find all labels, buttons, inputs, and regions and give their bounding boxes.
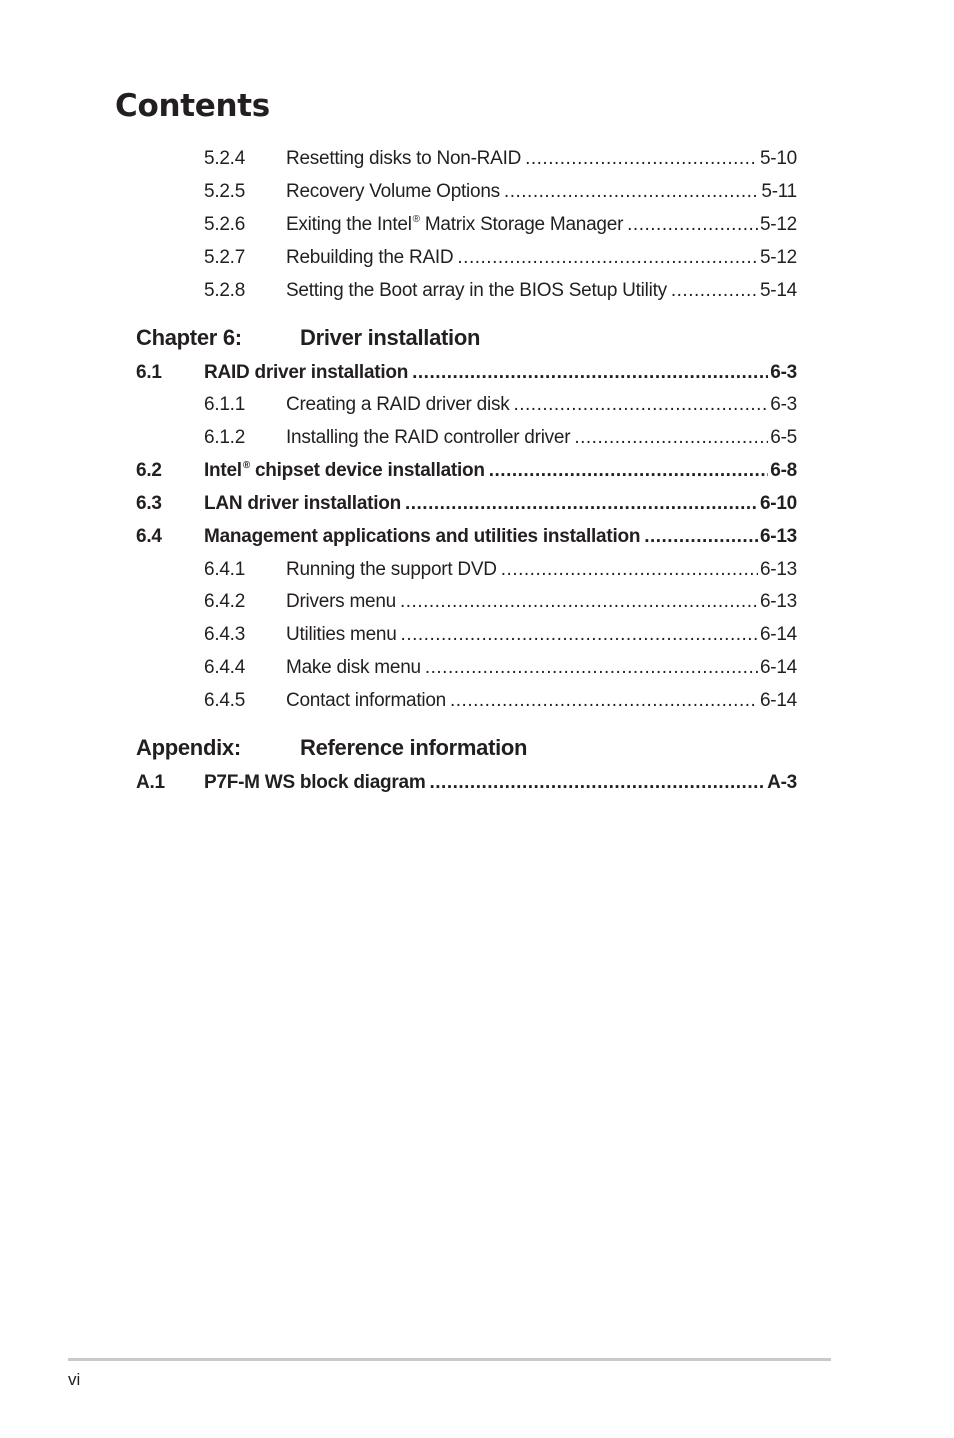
toc-entry-5-2-8[interactable] bbox=[0, 278, 954, 304]
section-title: LAN driver installation bbox=[204, 493, 401, 514]
dot-leader bbox=[429, 770, 765, 796]
section-number: 5.2.6 bbox=[204, 214, 246, 235]
dot-leader bbox=[504, 179, 759, 205]
dot-leader bbox=[574, 425, 768, 451]
page-ref: 6-3 bbox=[770, 362, 797, 383]
appendix-title: Reference information bbox=[300, 735, 528, 760]
toc-entry-6-1-2[interactable] bbox=[0, 425, 954, 451]
page-ref: 5-14 bbox=[759, 280, 797, 301]
section-title: Drivers menu bbox=[286, 591, 396, 612]
page-ref: 6-5 bbox=[770, 427, 797, 448]
section-number: 6.4.1 bbox=[204, 559, 246, 580]
registered-mark: ® bbox=[412, 214, 420, 225]
dot-leader bbox=[457, 245, 758, 271]
dot-leader bbox=[489, 458, 769, 484]
dot-leader bbox=[400, 589, 758, 615]
toc-entry-6-4-2[interactable] bbox=[0, 589, 954, 615]
toc-entry-6-1-1[interactable] bbox=[0, 392, 954, 418]
dot-leader bbox=[671, 278, 758, 304]
section-number: 6.1 bbox=[136, 362, 162, 383]
section-title: Rebuilding the RAID bbox=[286, 247, 454, 268]
toc-entry-a-1[interactable] bbox=[0, 770, 954, 796]
section-number: 6.3 bbox=[136, 493, 162, 514]
toc-entry-6-3[interactable] bbox=[0, 491, 954, 517]
appendix-heading bbox=[0, 733, 954, 763]
section-number: 6.1.2 bbox=[204, 427, 246, 448]
section-number: 6.4.5 bbox=[204, 690, 246, 711]
section-number: 6.4.4 bbox=[204, 657, 246, 678]
toc-entry-5-2-4[interactable] bbox=[0, 146, 954, 172]
appendix-label: Appendix: bbox=[136, 735, 241, 760]
dot-leader bbox=[401, 622, 758, 648]
toc-entry-6-4-1[interactable] bbox=[0, 557, 954, 583]
section-number: 5.2.7 bbox=[204, 247, 246, 268]
chapter-title: Driver installation bbox=[300, 325, 481, 350]
page-title: Contents bbox=[115, 88, 270, 124]
section-title: Contact information bbox=[286, 690, 446, 711]
section-number: 6.4 bbox=[136, 526, 162, 547]
section-title: Installing the RAID controller driver bbox=[286, 427, 571, 448]
dot-leader bbox=[412, 360, 768, 386]
dot-leader bbox=[450, 688, 758, 714]
section-title: Creating a RAID driver disk bbox=[286, 394, 510, 415]
toc-entry-6-4-3[interactable] bbox=[0, 622, 954, 648]
page-ref: A-3 bbox=[767, 772, 797, 793]
section-number: 6.4.3 bbox=[204, 624, 246, 645]
registered-mark: ® bbox=[242, 460, 250, 471]
section-title: Setting the Boot array in the BIOS Setup Utility bbox=[286, 280, 667, 301]
toc-entry-5-2-6[interactable] bbox=[0, 212, 954, 238]
dot-leader bbox=[644, 524, 758, 550]
section-title: RAID driver installation bbox=[204, 362, 409, 383]
section-number: 6.1.1 bbox=[204, 394, 246, 415]
page-ref: 6-14 bbox=[759, 657, 797, 678]
page-ref: 5-12 bbox=[759, 214, 797, 235]
page-ref: 5-11 bbox=[761, 181, 797, 202]
dot-leader bbox=[627, 212, 758, 238]
toc-entry-6-1[interactable] bbox=[0, 360, 954, 386]
section-title: Recovery Volume Options bbox=[286, 181, 500, 202]
page-ref: 6-14 bbox=[759, 624, 797, 645]
page-ref: 5-10 bbox=[759, 148, 797, 169]
page-ref: 6-13 bbox=[759, 591, 797, 612]
section-number: 5.2.5 bbox=[204, 181, 246, 202]
toc-entry-6-2[interactable] bbox=[0, 458, 954, 484]
section-number: 5.2.8 bbox=[204, 280, 246, 301]
section-number: 5.2.4 bbox=[204, 148, 246, 169]
dot-leader bbox=[501, 557, 758, 583]
dot-leader bbox=[525, 146, 758, 172]
section-title: Utilities menu bbox=[286, 624, 397, 645]
section-title: Make disk menu bbox=[286, 657, 421, 678]
dot-leader bbox=[425, 655, 758, 681]
section-title: Exiting the Intel® Matrix Storage Manager bbox=[286, 214, 624, 235]
page-ref: 6-8 bbox=[770, 460, 797, 481]
dot-leader bbox=[405, 491, 758, 517]
toc-entry-6-4-5[interactable] bbox=[0, 688, 954, 714]
page-ref: 6-14 bbox=[759, 690, 797, 711]
toc-entry-5-2-7[interactable] bbox=[0, 245, 954, 271]
section-title: Running the support DVD bbox=[286, 559, 497, 580]
section-number: 6.4.2 bbox=[204, 591, 246, 612]
section-title: Management applications and utilities installation bbox=[204, 526, 641, 547]
section-number: 6.2 bbox=[136, 460, 162, 481]
footer-divider bbox=[68, 1358, 831, 1361]
toc-entry-6-4-4[interactable] bbox=[0, 655, 954, 681]
page-ref: 6-13 bbox=[759, 526, 797, 547]
toc-entry-5-2-5[interactable] bbox=[0, 179, 954, 205]
section-title: P7F-M WS block diagram bbox=[204, 772, 426, 793]
section-number: A.1 bbox=[136, 772, 165, 793]
chapter-label: Chapter 6: bbox=[136, 325, 242, 350]
chapter-heading-6 bbox=[0, 323, 954, 353]
section-title: Resetting disks to Non-RAID bbox=[286, 148, 522, 169]
page-ref: 6-3 bbox=[770, 394, 797, 415]
toc-entry-6-4[interactable] bbox=[0, 524, 954, 550]
page-ref: 5-12 bbox=[759, 247, 797, 268]
dot-leader bbox=[513, 392, 768, 418]
page-ref: 6-10 bbox=[759, 493, 797, 514]
page-number: vi bbox=[68, 1370, 81, 1389]
page-ref: 6-13 bbox=[759, 559, 797, 580]
section-title: Intel® chipset device installation bbox=[204, 460, 485, 481]
